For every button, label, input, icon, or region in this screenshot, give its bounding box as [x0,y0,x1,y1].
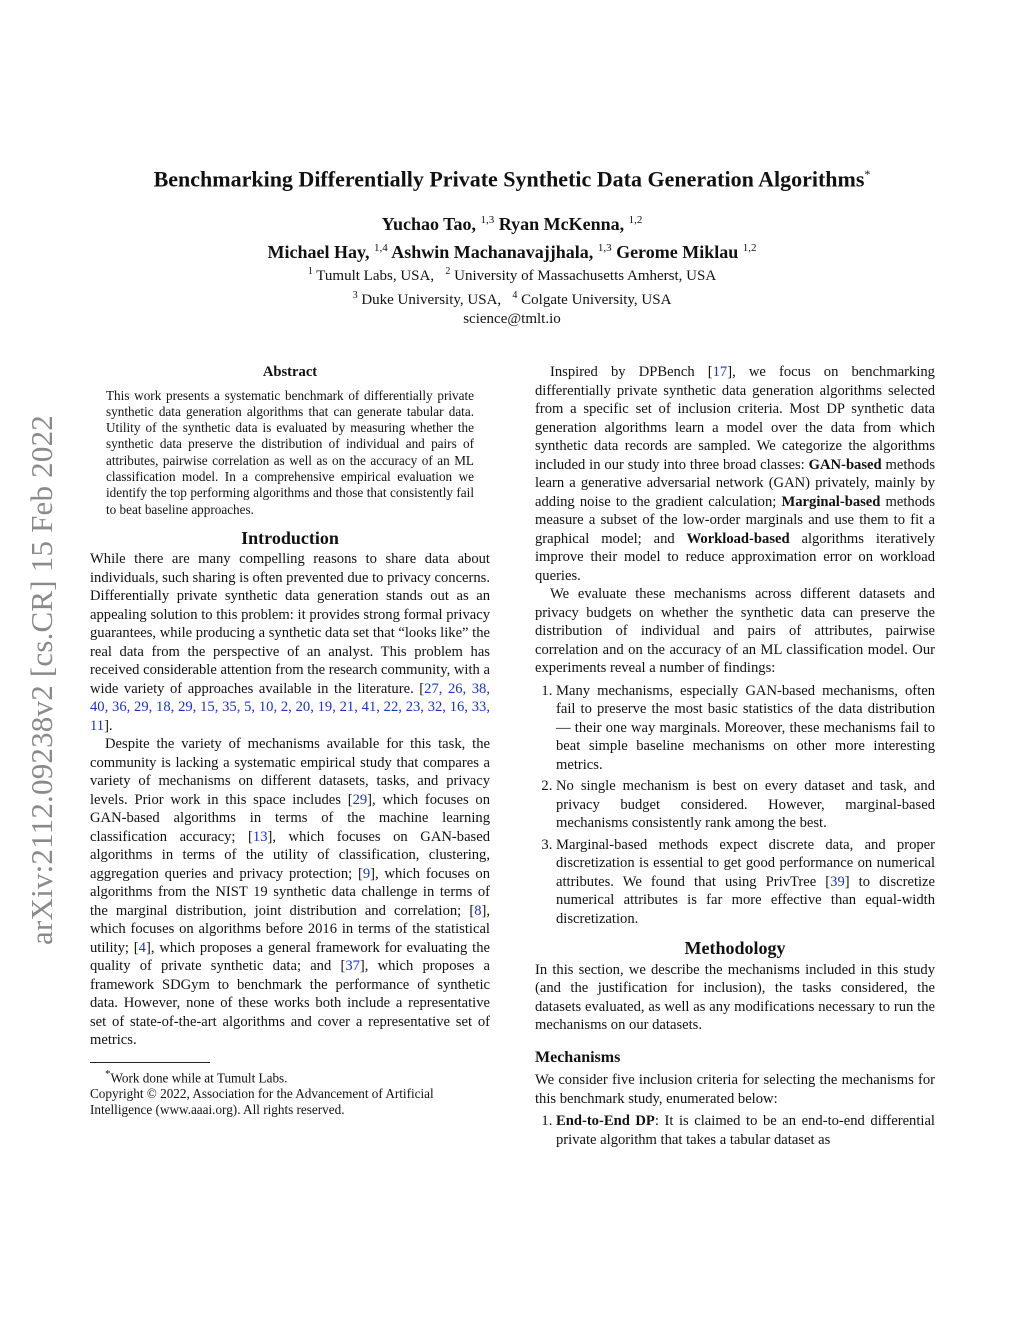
affiliation-line-1 [60,262,964,286]
affil-text: Colgate University, USA [521,292,672,308]
introduction-heading: Introduction [241,527,339,548]
author-affil-sup: 1,4 [374,242,388,254]
finding-item: 1. Many mechanisms, especially GAN-based mechanisms, often fail to preserve the most basic statistics of the data distribution — their one way marginals. Moreover, these mechanisms fail to beat simple baseline mechanisms on other more interesting metrics. [556,682,935,775]
title-footnote-mark: * [864,167,871,181]
left-column [90,363,490,1118]
citation-link[interactable]: 37 [345,958,360,975]
affil-number: 4 [512,290,518,301]
footnote-divider [90,1062,210,1063]
affil-number: 1 [307,266,313,277]
citation-link[interactable]: 39 [830,873,845,890]
right-paragraph-1 [535,363,935,585]
affiliation-line-2 [60,286,964,310]
footnote-mark: * [105,1067,111,1080]
arxiv-watermark: arXiv:2112.09238v2 [cs.CR] 15 Feb 2022 [24,415,59,945]
author-name: Gerome Miklau [616,242,739,262]
author-name: Ashwin Machanavajjhala, [391,242,594,262]
citation-list[interactable]: 27, 26, 38, 40, 36, 29, 18, 29, 15, 35, 5, 10, 2, 20, 19, 21, 41, 22, 23, 32, 16, 33, 11 [90,680,490,734]
footnote-text: Work done while at Tumult Labs. [110,1070,288,1086]
text-run: ], which proposes a general framework for evaluating the quality of private synthetic data; and [ [90,939,490,975]
methodology-heading: Methodology [684,938,786,958]
author-affil-sup: 1,3 [480,214,495,226]
bold-term-marginal: Marginal-based [781,493,881,510]
author-line-1 [60,208,964,236]
mechanisms-text: We consider five inclusion criteria for selecting the mechanisms for this benchmark study, enumerated below: [535,1072,935,1107]
intro-paragraph-1 [90,550,490,735]
copyright-notice: Copyright © 2022, Association for the Advancement of Artificial Intelligence (www.aaai.org). All rights reserved. [90,1086,434,1118]
text-run: Inspired by DPBench [ [550,364,713,380]
right-paragraph-2: We evaluate these mechanisms across different datasets and privacy budgets on whether the synthetic data can preserve the distribution of individual and pairs of attributes, pairwise correlation and on the accuracy of an ML classification model. Our experiments reveal a number of findings: [535,586,935,676]
text-run: ], which focuses on GAN-based algorithms in terms of the machine learning classification accuracy; [ [90,791,491,845]
bold-term-workload: Workload-based [686,530,790,547]
text-run: methods measure a subset of the low-order marginals and use them to fit a graphical model; and [535,493,936,547]
criterion-item [556,1112,935,1149]
text-run: ], which focuses on GAN-based algorithms in terms of the utility of classification, clustering, aggregation queries and privacy protection; [ [90,828,490,882]
text-run: ], which proposes a framework SDGym to benchmark the performance of synthetic data. However, none of these works both include a representative set of state-of-the-art algorithms and cover a representative set of metrics. [90,958,491,1049]
paper-title-text: Benchmarking Differentially Private Synthetic Data Generation Algorithms [153,166,865,192]
author-line-2 [60,236,964,264]
citation-link[interactable]: 29 [352,791,368,808]
paper-title [60,160,964,193]
text-run: methods learn a generative adversarial network (GAN) privately, mainly by adding noise to the gradient calculation; [535,456,936,510]
text-run: ], we focus on benchmarking differentially private synthetic data generation algorithms selected from a specific set of inclusion criteria. Most DP synthetic data generation algorithms learn a model over the data from which synthetic data records are sampled. We categorize the algorithms included in our study into three broad classes: [535,364,935,473]
text-run: : It is claimed to be an end-to-end differential private algorithm that takes a tabular dataset as [556,1113,935,1148]
affil-number: 3 [352,290,358,301]
author-name: Ryan McKenna, [498,214,625,234]
abstract-text: This work presents a systematic benchmark of differentially private synthetic data generation algorithms that can generate tabular data. Utility of the synthetic data is evaluated by measuring whether the synthetic data preserve the distribution of individual and pairs of attributes, pairwise correlation as well as on the accuracy of an ML classification model. In a comprehensive empirical evaluation we identify the top performing algorithms and those that consistently fail to beat baseline approaches. [106,387,474,517]
citation-bracket: [ [419,680,425,697]
text-run: Marginal-based methods expect discrete data, and proper discretization is essential to get good performance on numerical attributes. We found that using PrivTree [ [556,836,935,890]
mechanisms-heading: Mechanisms [535,1048,621,1066]
author-affil-sup: 1,3 [597,242,612,254]
citation-link[interactable]: 13 [252,828,268,845]
contact-email: science@tmlt.io [463,311,561,327]
citation-bracket: ]. [104,717,113,734]
footnote-block [90,1066,490,1118]
footnote-work [90,1066,490,1086]
text-run: algorithms iteratively improve their model to reduce approximation error on workload queries. [535,530,935,584]
affil-text: Duke University, USA, [361,292,502,308]
citation-link[interactable]: 8 [474,902,482,919]
affil-number: 2 [445,266,451,277]
methodology-text: In this section, we describe the mechanisms included in this study (and the justification for inclusion), the tasks considered, the datasets evaluated, as well as any modifications necessary to run the mechanisms on our datasets. [535,961,935,1033]
citation-link[interactable]: 9 [362,865,371,882]
intro-p1-text: While there are many compelling reasons to share data about individuals, such sharing is often prevented due to privacy concerns. Differentially private synthetic data generation stands out as an appealing solution to this problem: it provides strong formal privacy guarantees, while producing a synthetic data set that “looks like” the real data from the perspective of an analyst. This problem has received considerable attention from the research community, with a wide variety of approaches available in the literature. [90,551,491,697]
right-column [535,363,935,1152]
bold-term-gan: GAN-based [808,456,882,473]
author-list [60,208,964,264]
criterion-title: End-to-End DP [556,1113,655,1129]
affil-text: University of Massachusetts Amherst, USA [454,268,717,284]
citation-link[interactable]: 4 [138,939,146,956]
author-affil-sup: 1,2 [742,242,757,254]
affiliations [60,262,964,329]
text-run: ], which focuses on algorithms before 2016 in terms of the statistical utility; [ [90,902,490,956]
citation-link[interactable]: 17 [712,364,728,380]
affil-text: Tumult Labs, USA, [316,268,435,284]
abstract-heading: Abstract [262,364,318,380]
intro-paragraph-2 [90,735,490,1050]
finding-item [556,836,935,929]
text-run: ], which focuses on algorithms from the NIST 19 synthetic data challenge in terms of the marginal distribution, joint distribution and correlation; [ [90,865,490,919]
findings-list [535,682,935,929]
author-name: Yuchao Tao, [381,214,476,234]
text-run: ] to discretize numerical attributes is far more effective than equal-width discretization. [556,873,936,927]
author-name: Michael Hay, [267,242,370,262]
finding-item: 2. No single mechanism is best on every dataset and task, and privacy budget considered. However, marginal-based mechanisms consistently rank among the best. [556,777,935,833]
criteria-list [535,1112,935,1149]
author-affil-sup: 1,2 [628,214,643,226]
text-run: Despite the variety of mechanisms available for this task, the community is lacking a systematic empirical study that compares a variety of mechanisms on different datasets, tasks, and privacy levels. Prior work in this space includes [ [90,736,490,808]
